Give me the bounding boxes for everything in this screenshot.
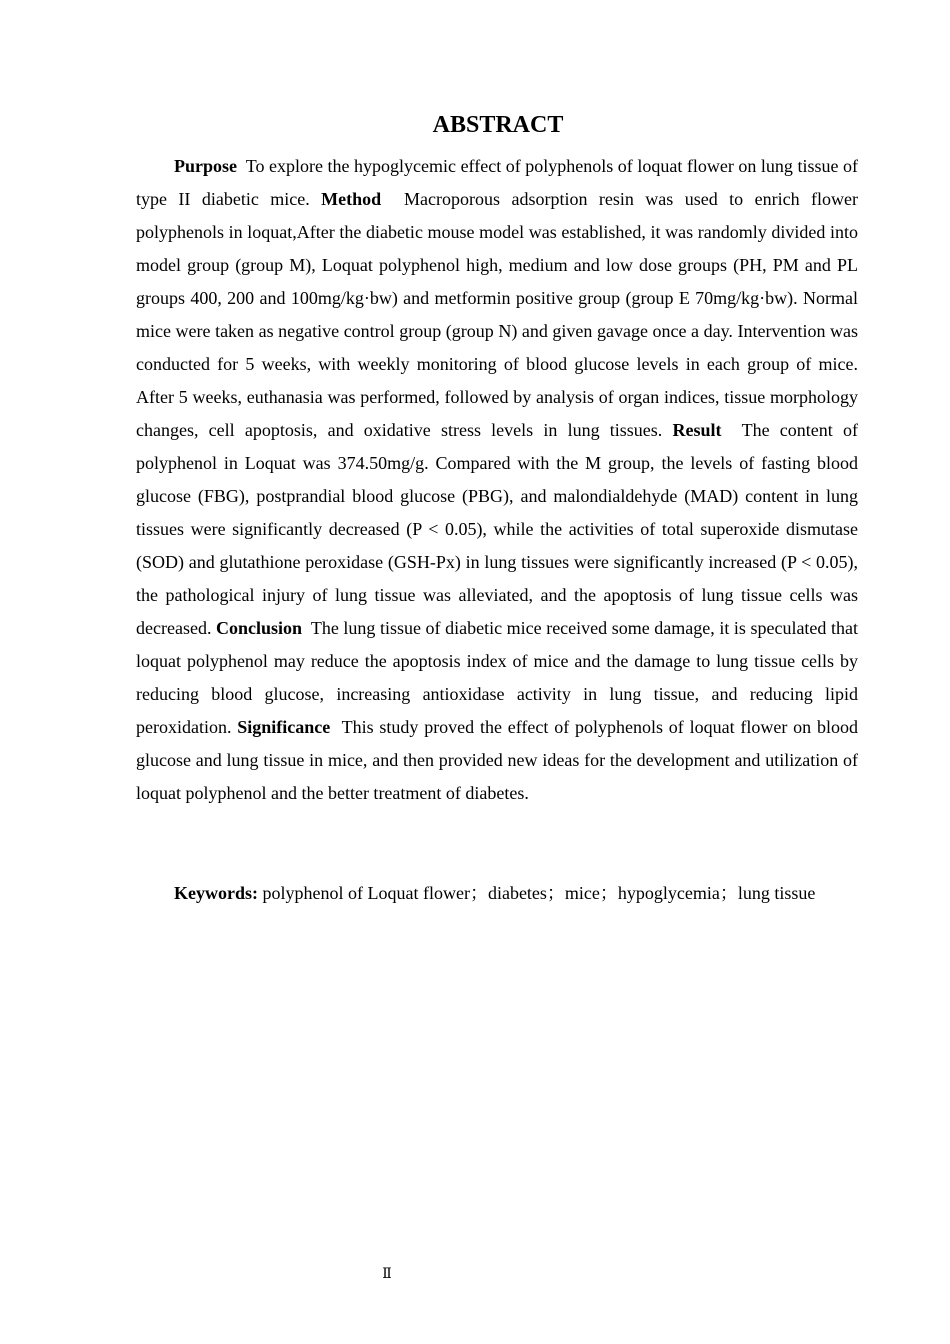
method-label: Method xyxy=(321,189,382,209)
purpose-label: Purpose xyxy=(174,156,237,176)
abstract-title: ABSTRACT xyxy=(432,112,564,138)
keywords-label: Keywords: xyxy=(174,883,258,903)
keywords-text: polyphenol of Loquat flower；diabetes；mice；hypoglycemia；lung tissue xyxy=(262,883,816,903)
conclusion-text: The lung tissue of diabetic mice received some damage, it is speculated that loquat polyphenol may reduce the apoptosis index of mice and the damage to lung tissue cells by reducing blood glucose, increasing antioxidase activity in lung tissue, and reducing lipid peroxidation. xyxy=(136,618,858,737)
abstract-paragraph xyxy=(136,150,858,810)
method-text: Macroporous adsorption resin was used to enrich flower polyphenols in loquat,After the diabetic mouse model was established, it was randomly divided into model group (group M), Loquat polyphenol high, medium and low dose groups (PH, PM and PL groups 400, 200 and 100mg/kg·bw) and metformin positive group (group E 70mg/kg·bw). Normal mice were taken as negative control group (group N) and given gavage once a day. Intervention was conducted for 5 weeks, with weekly monitoring of blood glucose levels in each group of mice. After 5 weeks, euthanasia was performed, followed by analysis of organ indices, tissue morphology changes, cell apoptosis, and oxidative stress levels in lung tissues. xyxy=(136,189,858,440)
result-text: The content of polyphenol in Loquat was 374.50mg/g. Compared with the M group, the levels of fasting blood glucose (FBG), postprandial blood glucose (PBG), and malondialdehyde (MAD) content in lung tissues were significantly decreased (P < 0.05), while the activities of total superoxide dismutase (SOD) and glutathione peroxidase (GSH-Px) in lung tissues were significantly increased (P < 0.05), the pathological injury of lung tissue was alleviated, and the apoptosis of lung tissue cells was decreased. xyxy=(136,420,858,638)
purpose-text: To explore the hypoglycemic effect of polyphenols of loquat flower on lung tissue of type II diabetic mice. xyxy=(136,156,858,209)
page-number: Ⅱ xyxy=(382,1267,392,1282)
keywords-line xyxy=(136,877,876,910)
significance-label: Significance xyxy=(237,717,331,737)
result-label: Result xyxy=(672,420,722,440)
significance-text: This study proved the effect of polyphenols of loquat flower on blood glucose and lung tissue in mice, and then provided new ideas for the development and utilization of loquat polyphenol and the better treatment of diabetes. xyxy=(136,717,858,803)
conclusion-label: Conclusion xyxy=(216,618,303,638)
